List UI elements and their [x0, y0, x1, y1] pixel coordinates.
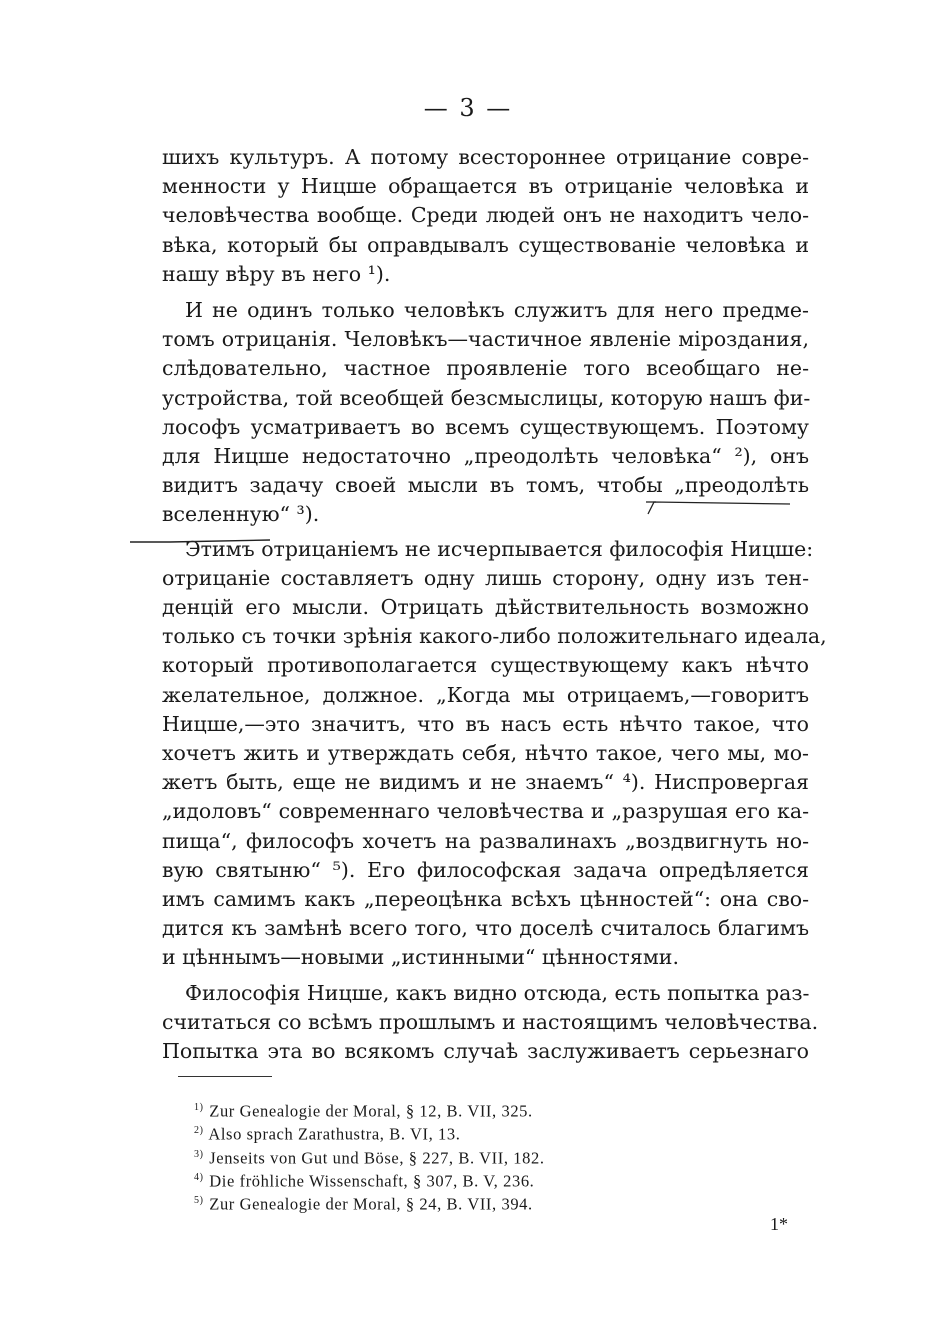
text-line: Философія Ницше, какъ видно отсюда, есть попытка раз-	[185, 980, 810, 1005]
text-line: „идоловъ“ современнаго человѣчества и „разрушая его ка-	[162, 799, 809, 824]
text-line: Этимъ отрицаніемъ не исчерпывается философія Ницше:	[185, 536, 814, 561]
signature-mark: 1*	[770, 1214, 788, 1234]
text-line: отрицаніе составляетъ одну лишь сторону, одну изъ тен-	[162, 565, 809, 590]
text-line: который противополагается существующему какъ нѣчто	[162, 653, 809, 678]
text-line: желательное, должное. „Когда мы отрицаемъ,—говоритъ	[162, 682, 809, 707]
text-line: вселенную“ ³).	[162, 502, 320, 527]
text-line: томъ отрицанія. Человѣкъ—частичное явленіе міроздания,	[162, 327, 809, 352]
pen-arrow-mark	[640, 496, 790, 516]
footnote-text: Zur Genealogie der Moral, § 12, B. VII, 325.	[209, 1101, 533, 1121]
text-line: жетъ быть, еще не видимъ и не знаемъ“ ⁴). Ниспровергая	[162, 770, 809, 795]
text-line: менности у Ницше обращается въ отрицаніе человѣка и	[162, 174, 809, 199]
pen-stroke-mark	[130, 538, 270, 544]
text-line: Ницше,—это значитъ, что въ насъ есть нѣчто такое, что	[162, 711, 809, 736]
footnote	[194, 1190, 533, 1216]
text-line: вѣка, который бы оправдывалъ существованіе человѣка и	[162, 232, 809, 257]
text-line: слѣдовательно, частное проявленіе того всеобщаго не-	[162, 356, 809, 381]
text-line: хочетъ жить и утверждать себя, нѣчто такое, чего мы, мо-	[162, 741, 809, 765]
text-line: имъ самимъ какъ „переоцѣнка всѣхъ цѣнностей“: она сво-	[162, 887, 809, 911]
footnote-text: Jenseits von Gut und Böse, § 227, B. VII, 182.	[209, 1148, 545, 1168]
text-line: видитъ задачу своей мысли въ томъ, чтобы „преодолѣть	[162, 473, 809, 498]
text-line: только съ точки зрѣнія какого-либо положительнаго идеала,	[162, 624, 827, 649]
footnote-mark: 1)	[194, 1102, 204, 1113]
footnote-text: Die fröhliche Wissenschaft, § 307, B. V, 236.	[209, 1171, 535, 1191]
footnote-mark: 4)	[194, 1171, 204, 1183]
text-line: для Ницше недостаточно „преодолѣть человѣка“ ²), онъ	[162, 444, 809, 468]
footnote-text: Also sprach Zarathustra, B. VI, 13.	[208, 1124, 461, 1144]
text-line: денцій его мысли. Отрицать дѣйствительность возможно	[162, 595, 809, 619]
page-number: — 3 —	[423, 94, 513, 122]
text-line: нашу вѣру въ него ¹).	[162, 261, 391, 286]
footnote	[194, 1167, 534, 1193]
text-line: шихъ культуръ. А потому всестороннее отрицание совре-	[162, 145, 809, 169]
footnote-mark: 5)	[194, 1195, 204, 1207]
text-line: устройства, той всеобщей безсмыслицы, которую нашъ фи-	[162, 385, 811, 410]
footnote	[194, 1097, 533, 1123]
text-line: Попытка эта во всякомъ случаѣ заслуживаетъ серьезнаго	[162, 1039, 809, 1063]
text-line: человѣчества вообще. Среди людей онъ не находитъ чело-	[162, 203, 809, 228]
footnote-rule	[178, 1076, 272, 1077]
footnote-mark: 2)	[194, 1125, 204, 1137]
footnote-text: Zur Genealogie der Moral, § 24, B. VII, 394.	[209, 1194, 533, 1214]
text-line: лософъ усматриваетъ во всемъ существующемъ. Поэтому	[162, 414, 809, 439]
footnote	[194, 1120, 460, 1146]
text-line: и цѣннымъ—новыми „истинными“ цѣнностями.	[162, 945, 679, 970]
text-line: пища“, философъ хочетъ на развалинахъ „воздвигнуть но-	[162, 828, 809, 853]
footnote-mark: 3)	[194, 1148, 204, 1160]
footnote	[194, 1144, 545, 1170]
text-line: И не одинъ только человѣкъ служитъ для него предме-	[185, 298, 809, 322]
text-line: считаться со всѣмъ прошлымъ и настоящимъ человѣчества.	[162, 1009, 819, 1034]
text-line: дится къ замѣнѣ всего того, что доселѣ считалось благимъ	[162, 916, 809, 941]
text-line: вую святыню“ ⁵). Его философская задача опредѣляется	[162, 857, 809, 882]
